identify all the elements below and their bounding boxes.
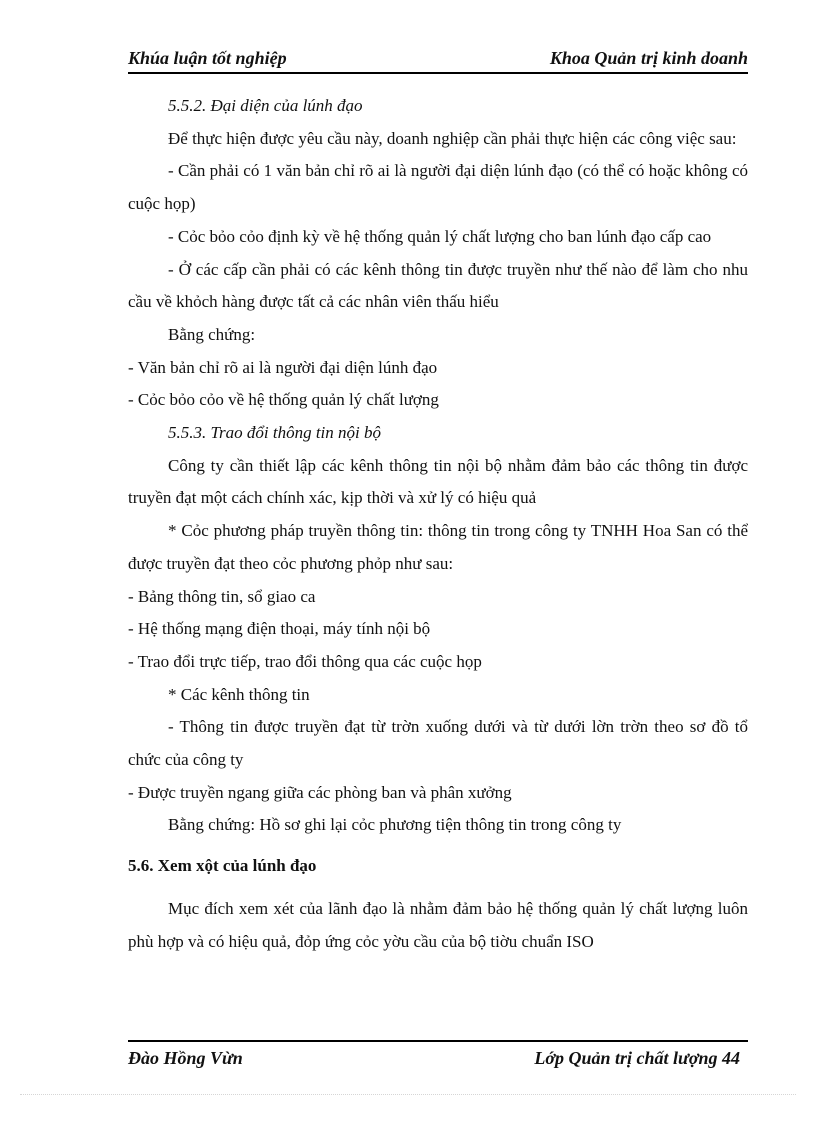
paragraph: * Cỏc phương pháp truyền thông tin: thông tin trong công ty TNHH Hoa San có thể được truyền đạt theo cỏc phương phỏp như sau: [128,521,748,573]
header-faculty: Khoa Quản trị kinh doanh [549,48,748,68]
bullet-item: - Hệ thống mạng điện thoại, máy tính nội bộ [128,619,431,639]
paragraph: Mục đích xem xét của lãnh đạo là nhằm đảm bảo hệ thống quản lý chất lượng luôn phù hợp và có hiệu quả, đỏp ứng cỏc yờu cầu của bộ tiờu chuẩn ISO [128,898,748,951]
header-thesis-title: Khúa luận tốt nghiệp [128,48,287,68]
subsection-heading-5-5-3: 5.5.3. Trao đổi thông tin nội bộ [168,423,381,443]
bullet-item: - Ở các cấp cần phải có các kênh thông tin được truyền như thế nào để làm cho nhu cầu về khỏch hàng được tất cả các nhân viên thấu hiểu [128,259,748,312]
bullet-item: - Cần phải có 1 văn bản chỉ rõ ai là người đại diện lúnh đạo (có thể có hoặc không có cuộc họp) [128,161,748,214]
bullet-item: - Được truyền ngang giữa các phòng ban và phân xưởng [128,782,512,802]
subsection-heading-5-5-2: 5.5.2. Đại diện của lúnh đạo [168,96,363,115]
page-footer [128,1040,748,1074]
bullet-item: - Bảng thông tin, sổ giao ca [128,586,316,606]
paragraph: Để thực hiện được yêu cầu này, doanh nghiệp cần phải thực hiện các công việc sau: [168,128,737,148]
section-heading-5-6: 5.6. Xem xột của lúnh đạo [128,856,317,876]
bullet-item: - Trao đổi trực tiếp, trao đổi thông qua các cuộc họp [128,651,482,671]
bullet-item: - Cỏc bỏo cỏo về hệ thống quản lý chất lượng [128,390,439,410]
bullet-item: - Cỏc bỏo cỏo định kỳ về hệ thống quản lý chất lượng cho ban lúnh đạo cấp cao [168,226,712,246]
evidence-label: Bằng chứng: [168,324,256,344]
paragraph: Công ty cần thiết lập các kênh thông tin nội bộ nhằm đảm bảo các thông tin được truyền đạt một cách chính xác, kịp thời và xử lý có hiệu quả [128,455,748,508]
page-bottom-dotted-divider [20,1094,796,1095]
footer-author: Đào Hồng Vừn [128,1048,243,1068]
bullet-item: - Thông tin được truyền đạt từ trờn xuống dưới và từ dưới lờn trờn theo sơ đồ tổ chức của công ty [128,717,748,770]
bullet-item: * Các kênh thông tin [168,684,310,704]
evidence-paragraph: Bằng chứng: Hồ sơ ghi lại cỏc phương tiện thông tin trong công ty [168,815,622,835]
page-header [128,44,748,74]
bullet-item: - Văn bản chỉ rõ ai là người đại diện lúnh đạo [128,357,438,377]
footer-class: Lớp Quản trị chất lượng 44 [534,1048,740,1068]
document-body [128,90,748,958]
